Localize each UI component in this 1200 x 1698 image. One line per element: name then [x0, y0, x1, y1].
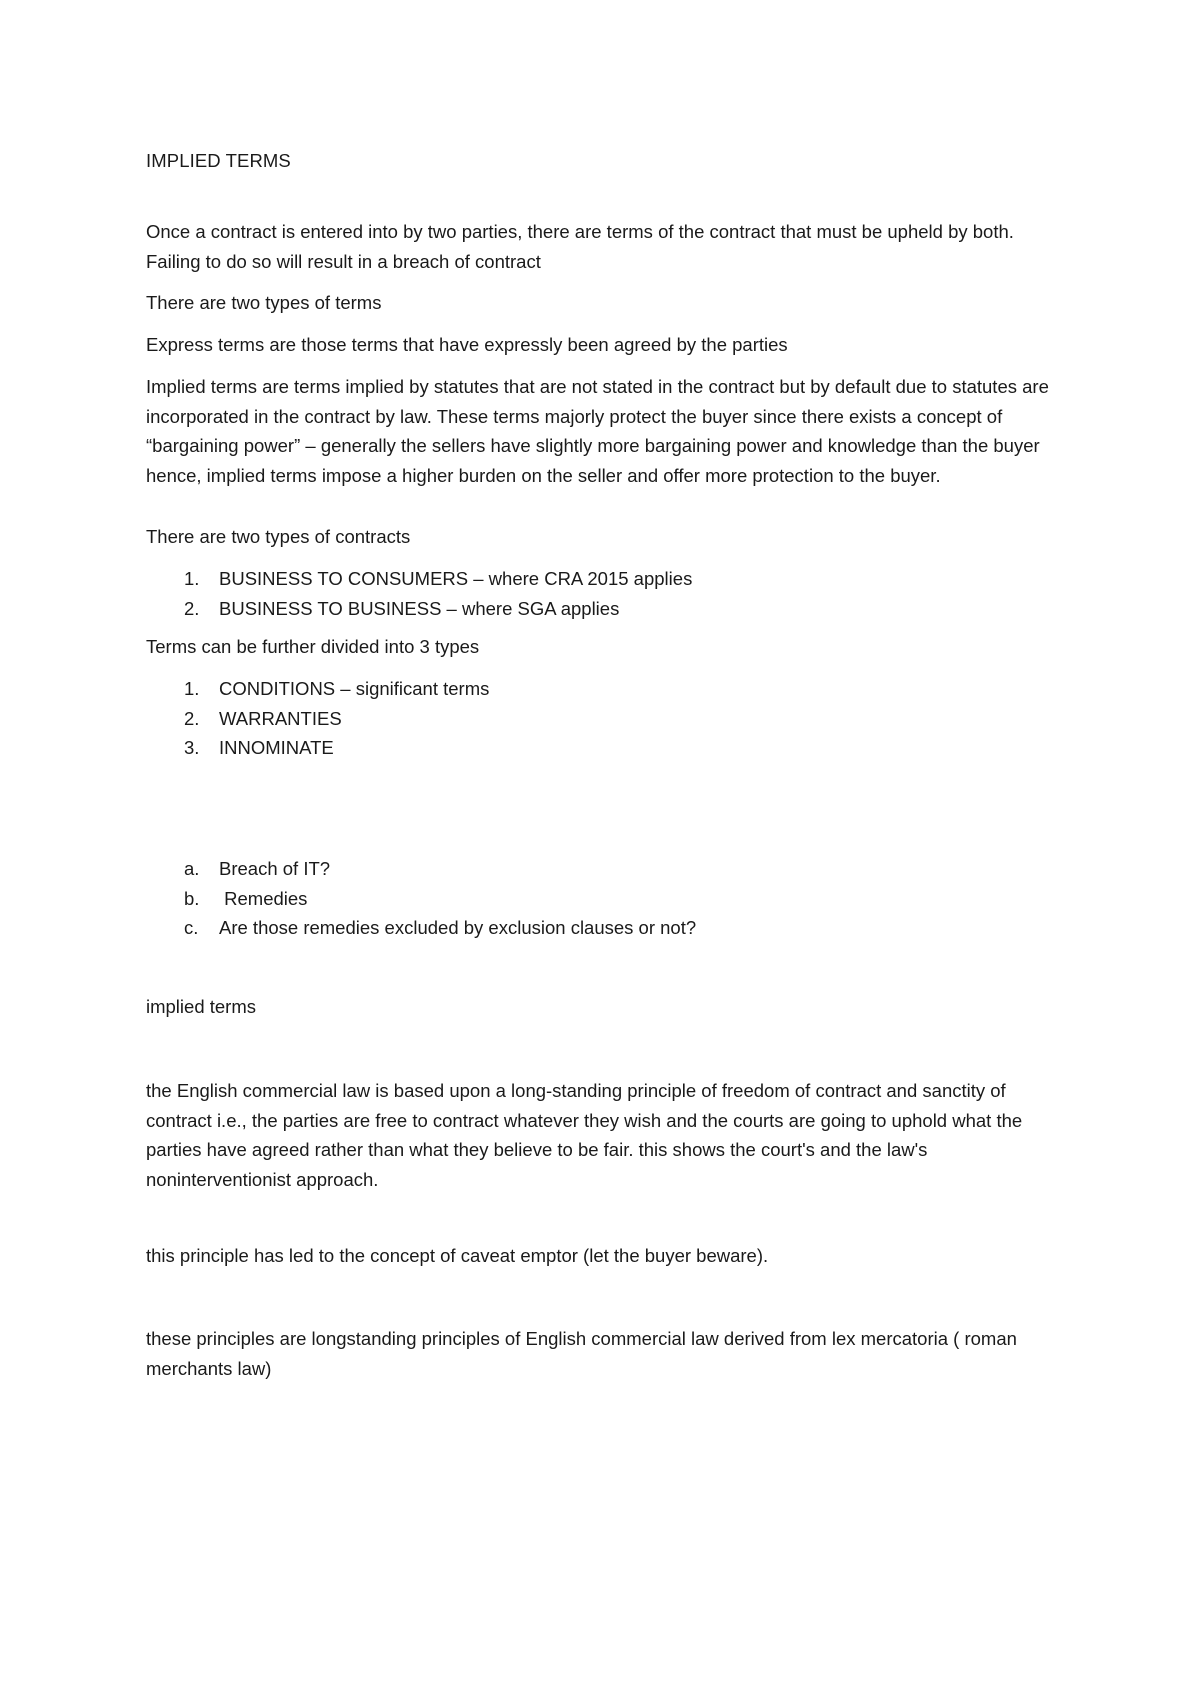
document-title: IMPLIED TERMS: [146, 150, 291, 171]
paragraph-implied-terms-heading: implied terms: [146, 996, 256, 1017]
list-item-text: CONDITIONS – significant terms: [219, 678, 490, 699]
list-item: [146, 884, 1066, 914]
list-item: [146, 733, 1066, 763]
document-page: [146, 0, 1066, 1698]
list-marker: b.: [184, 887, 200, 909]
list-item-text: Remedies: [219, 887, 308, 909]
list-marker: 2.: [184, 707, 200, 729]
paragraph-caveat-emptor: this principle has led to the concept of caveat emptor (let the buyer beware).: [146, 1245, 769, 1266]
list-item: [146, 564, 1066, 594]
paragraph-contract-intro: Once a contract is entered into by two parties, there are terms of the contract that must be upheld by both. Failing to do so will result in a breach of contract: [146, 221, 1014, 272]
list-item: [146, 913, 1066, 943]
list-item-text: BUSINESS TO BUSINESS – where SGA applies: [219, 597, 620, 619]
list-item-text: INNOMINATE: [219, 737, 334, 758]
paragraph-freedom-of-contract: the English commercial law is based upon a long-standing principle of freedom of contract and sanctity of contract i.e., the parties are free to contract whatever they wish and the courts are going to uphold what the parties have agreed rather than what they believe to be fair. this shows the court's and the law's noninterventionist approach.: [146, 1080, 1023, 1190]
paragraph-terms-three-types: Terms can be further divided into 3 types: [146, 636, 480, 657]
questions-list: [146, 854, 1066, 943]
list-marker: 2.: [184, 597, 200, 619]
list-marker: c.: [184, 917, 199, 938]
paragraph-implied-terms: Implied terms are terms implied by statutes that are not stated in the contract but by default due to statutes are incorporated in the contract by law. These terms majorly protect the buyer since there exists a concept of “bargaining power” – generally the sellers have slightly more bargaining power and knowledge than the buyer hence, implied terms impose a higher burden on the seller and offer more protection to the buyer.: [146, 376, 1049, 486]
list-marker: 3.: [184, 737, 200, 758]
list-item: [146, 854, 1066, 884]
list-item-text: WARRANTIES: [219, 707, 342, 729]
list-item: [146, 674, 1066, 704]
term-types-list: [146, 674, 1066, 763]
list-item-text: Breach of IT?: [219, 858, 331, 879]
paragraph-express-terms: Express terms are those terms that have expressly been agreed by the parties: [146, 334, 788, 355]
list-item: [146, 704, 1066, 734]
contract-types-list: [146, 564, 1066, 623]
paragraph-two-types-of-contracts: There are two types of contracts: [146, 526, 411, 547]
list-item-text: BUSINESS TO CONSUMERS – where CRA 2015 applies: [219, 568, 693, 589]
list-item-text: Are those remedies excluded by exclusion clauses or not?: [219, 917, 697, 938]
paragraph-lex-mercatoria: these principles are longstanding principles of English commercial law derived from lex mercatoria ( roman merchants law): [146, 1328, 1017, 1379]
list-marker: a.: [184, 858, 200, 879]
list-marker: 1.: [184, 568, 200, 589]
paragraph-two-types-of-terms: There are two types of terms: [146, 292, 382, 313]
list-marker: 1.: [184, 678, 200, 699]
list-item: [146, 594, 1066, 624]
